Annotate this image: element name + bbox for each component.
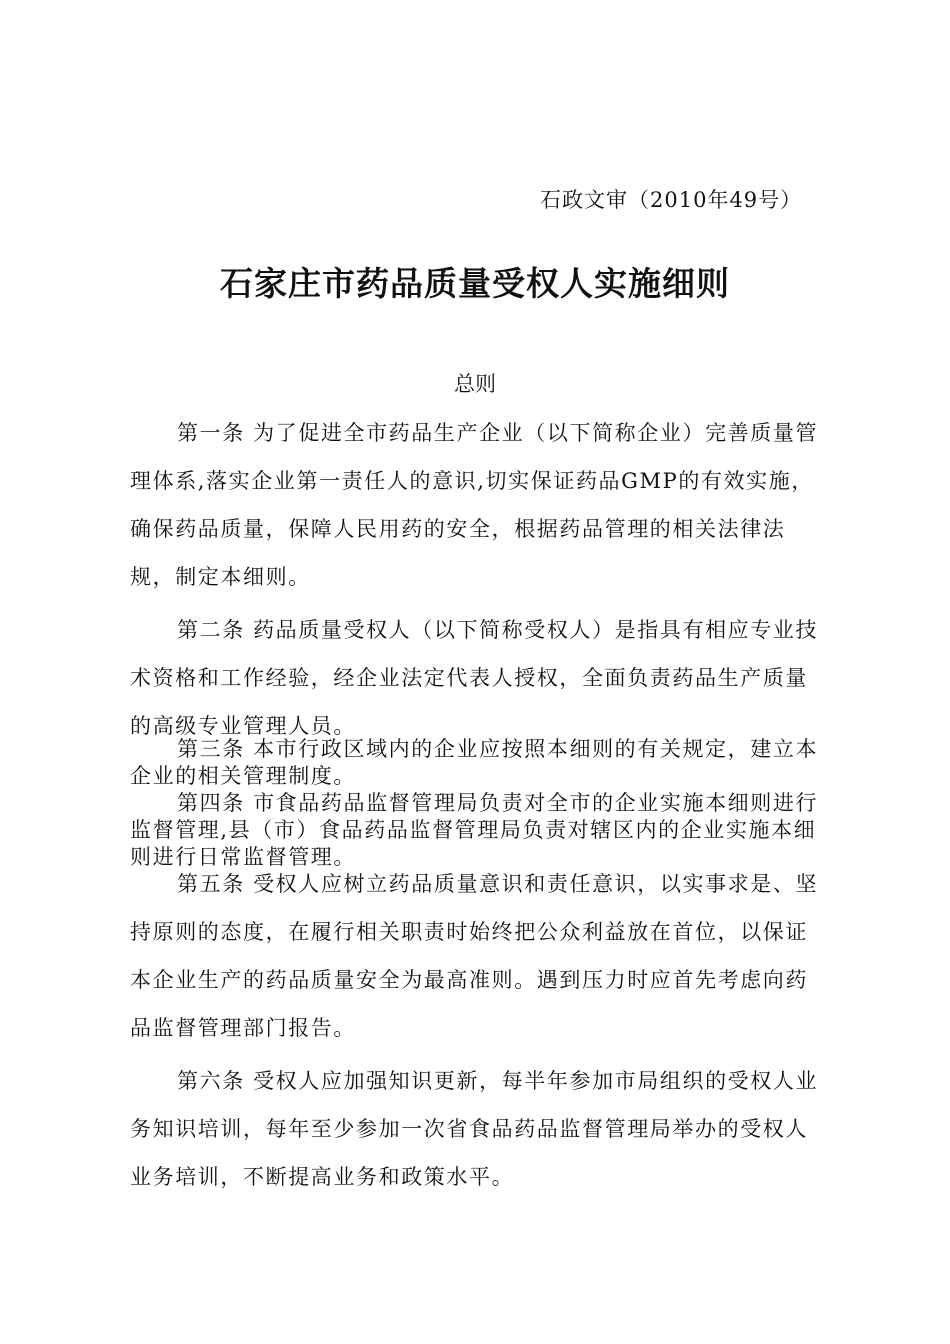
article-4: 第四条 市食品药品监督管理局负责对全市的企业实施本细则进行监督管理,县（市）食品药品监督管理局负责对辖区内的企业实施本细则进行日常监督管理。 — [130, 791, 819, 869]
article-3: 第三条 本市行政区域内的企业应按照本细则的有关规定，建立本企业的相关管理制度。 — [130, 737, 819, 788]
article-1: 第一条 为了促进全市药品生产企业（以下简称企业）完善质量管理体系,落实企业第一责任人的意识,切实保证药品GMP的有效实施，确保药品质量，保障人民用药的安全，根据药品管理的相关法律法规，制定本细则。 — [130, 421, 819, 589]
article-6: 第六条 受权人应加强知识更新，每半年参加市局组织的受权人业务知识培训，每年至少参加一次省食品药品监督管理局举办的受权人业务培训，不断提高业务和政策水平。 — [130, 1069, 819, 1189]
document-title: 石家庄市药品质量受权人实施细则 — [220, 264, 730, 303]
document-number: 石政文审（2010年49号） — [540, 188, 803, 212]
section-heading: 总则 — [454, 372, 496, 396]
article-5: 第五条 受权人应树立药品质量意识和责任意识，以实事求是、坚持原则的态度，在履行相关职责时始终把公众利益放在首位，以保证本企业生产的药品质量安全为最高准则。遇到压力时应首先考虑向药品监督管理部门报告。 — [130, 872, 819, 1040]
article-2: 第二条 药品质量受权人（以下简称受权人）是指具有相应专业技术资格和工作经验，经企业法定代表人授权，全面负责药品生产质量的高级专业管理人员。 — [130, 618, 819, 738]
